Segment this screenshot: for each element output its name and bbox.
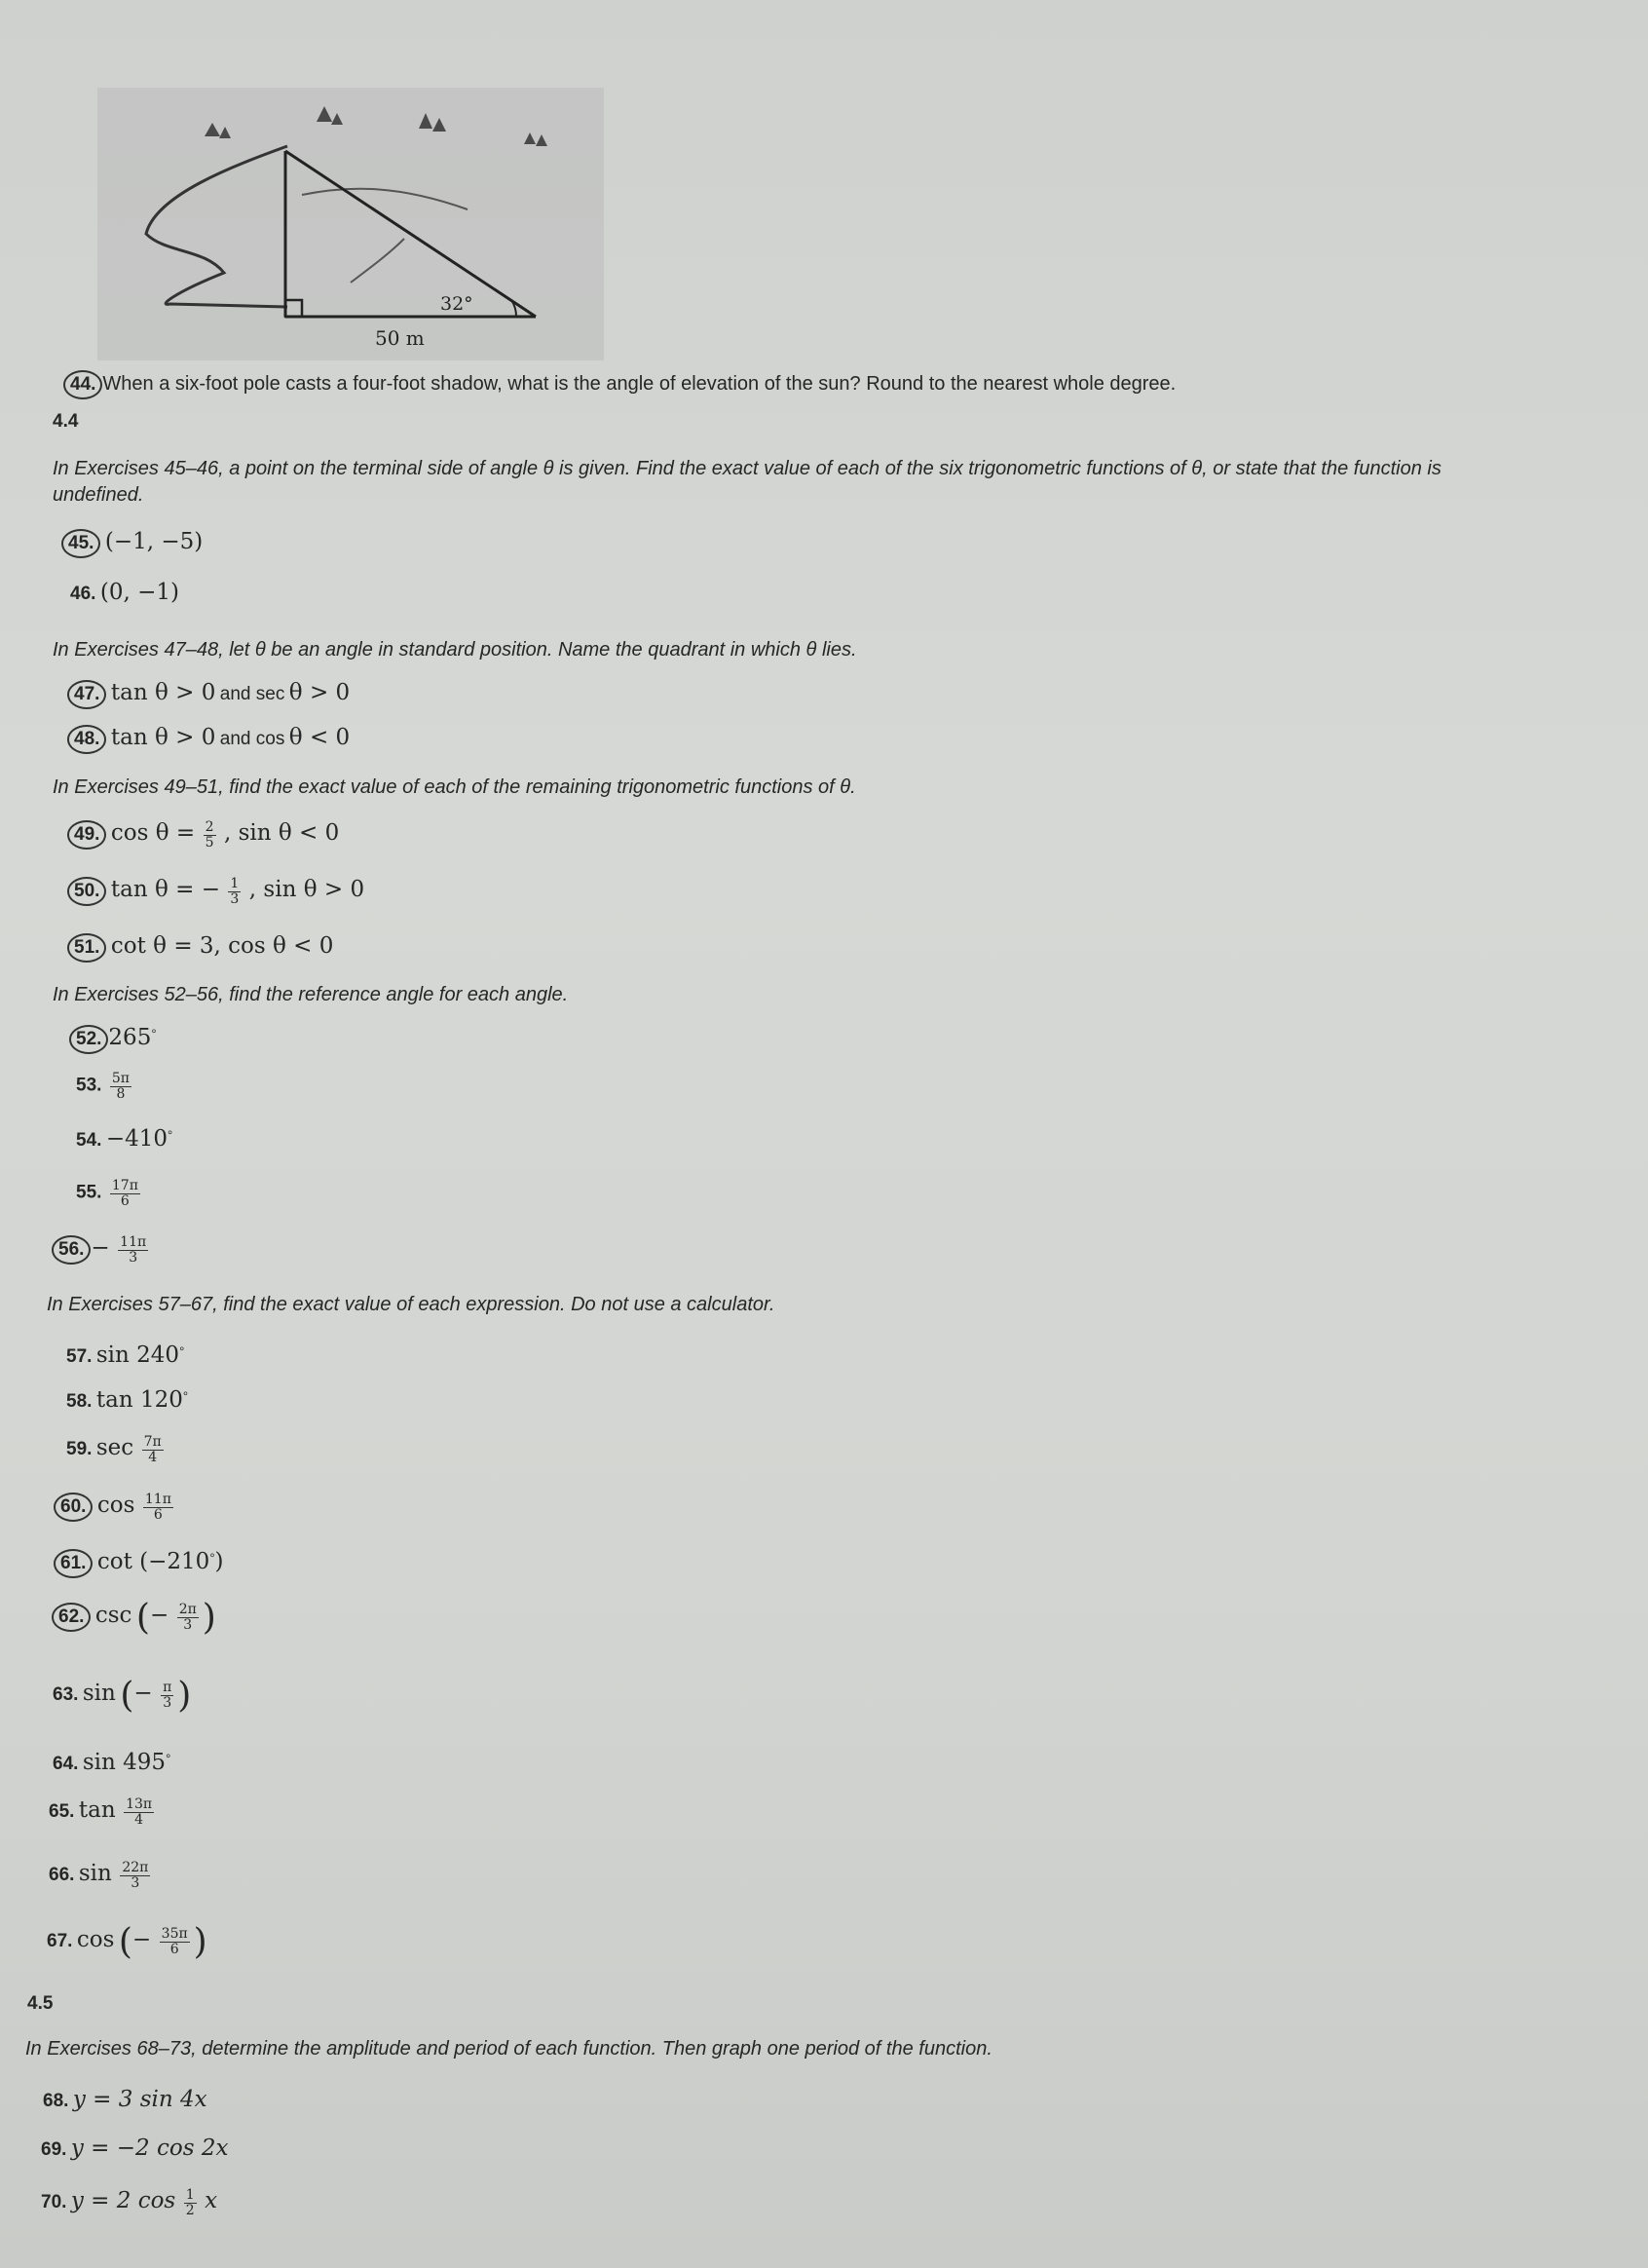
exercise-63: 63. sin (− $\frac{\pi}{3}$ ) (53, 1675, 192, 1716)
exercise-62: 62. csc (− $\frac{2\pi}{3}$ ) (60, 1603, 216, 1633)
exercise-67-fraction: $\frac{35\pi}{6}$ (161, 1926, 188, 1958)
exercise-56-fraction: $\frac{11\pi}{3}$ (120, 1234, 147, 1266)
exercise-52-a: 265 (108, 1025, 152, 1050)
exercise-46-number: 46. (70, 584, 96, 604)
exercise-51-a: cot θ = 3, cos θ < 0 (110, 933, 334, 959)
exercise-67-number: 67. (47, 1931, 73, 1951)
exercise-60: 60. cos $\frac{11\pi}{6}$ (62, 1493, 177, 1523)
exercise-61-number: 61. (54, 1549, 93, 1578)
exercise-56-number: 56. (52, 1235, 91, 1265)
exercise-68: 68. y = 3 sin 4x (43, 2087, 207, 2112)
exercise-47-number: 47. (67, 680, 106, 709)
exercise-47-b: θ > 0 (288, 680, 351, 705)
exercise-48-and: and cos (219, 729, 285, 749)
exercise-68-number: 68. (43, 2091, 69, 2111)
instructions-49-51: In Exercises 49–51, find the exact value of each of the remaining trigonometric functions of θ. (53, 776, 856, 798)
exercise-50-fraction: $\frac{1}{3}$ (230, 876, 240, 908)
exercise-52-number: 52. (69, 1025, 108, 1054)
exercise-62-fraction: $\frac{2\pi}{3}$ (178, 1602, 197, 1634)
exercise-60-number: 60. (54, 1493, 93, 1522)
exercise-70-fraction: $\frac{1}{2}$ (185, 2187, 195, 2219)
exercise-54-a: −410 (105, 1126, 169, 1152)
exercise-45 (70, 529, 203, 558)
exercise-47 (76, 680, 350, 709)
exercise-53-fraction: $\frac{5\pi}{8}$ (111, 1071, 130, 1102)
exercise-64-number: 64. (53, 1754, 79, 1774)
exercise-50-a: tan θ = − (110, 877, 220, 902)
exercise-47-a: tan θ > 0 (110, 680, 216, 705)
exercise-55-fraction: $\frac{17\pi}{6}$ (111, 1178, 138, 1209)
exercise-52: 52. 265° (78, 1025, 157, 1054)
exercise-65-fraction: $\frac{13\pi}{4}$ (126, 1796, 153, 1829)
exercise-58-number: 58. (66, 1391, 93, 1412)
exercise-69: 69. y = −2 cos 2x (41, 2136, 229, 2161)
exercise-54-number: 54. (76, 1130, 102, 1151)
exercise-55 (76, 1179, 144, 1209)
base-label: 50 m (375, 326, 425, 350)
exercise-56: 56. − $\frac{11\pi}{3}$ (60, 1235, 152, 1266)
exercise-63-number: 63. (53, 1684, 79, 1705)
exercise-54: 54. −410° (76, 1126, 173, 1152)
exercise-70: 70. y = 2 cos $\frac{1}{2}$ x (41, 2187, 218, 2219)
exercise-50-b: , sin θ > 0 (248, 877, 365, 902)
exercise-45-number: 45. (61, 529, 100, 558)
instructions-45-46: In Exercises 45–46, a point on the terminal side of angle θ is given. Find the exact value of each of the six trigonometric functions of θ, or state that the function is (53, 458, 1442, 479)
exercise-48-a: tan θ > 0 (110, 725, 216, 750)
exercise-49 (76, 820, 339, 850)
exercise-49-a: cos θ = (110, 820, 196, 846)
instructions-52-56: In Exercises 52–56, find the reference angle for each angle. (53, 984, 569, 1005)
exercise-44-text: When a six-foot pole casts a four-foot shadow, what is the angle of elevation of the sun? Round to the nearest whole degree. (102, 373, 1177, 395)
exercise-48 (76, 725, 350, 754)
exercise-69-number: 69. (41, 2139, 67, 2160)
exercise-53 (76, 1072, 135, 1102)
exercise-61: 61. cot (−210°) (62, 1549, 224, 1578)
exercise-66: 66. sin $\frac{22\pi}{3}$ (49, 1860, 149, 1892)
instructions-57-67: In Exercises 57–67, find the exact value of each expression. Do not use a calculator. (47, 1294, 775, 1315)
exercise-46 (70, 580, 179, 605)
instructions-47-48: In Exercises 47–48, let θ be an angle in standard position. Name the quadrant in which θ lies. (53, 639, 857, 661)
instructions-68-73: In Exercises 68–73, determine the amplitude and period of each function. Then graph one period of the function. (25, 2038, 993, 2060)
exercise-62-number: 62. (52, 1603, 91, 1632)
exercise-49-b: , sin θ < 0 (223, 820, 340, 846)
exercise-67: 67. cos (− $\frac{35\pi}{6}$ ) (47, 1921, 207, 1962)
exercise-51 (76, 933, 333, 963)
exercise-47-and: and sec (219, 684, 285, 704)
exercise-55-number: 55. (76, 1182, 102, 1203)
triangle-figure (58, 39, 643, 360)
section-heading-4-5: 4.5 (27, 1993, 54, 2014)
exercise-65: 65. tan $\frac{13\pi}{4}$ (49, 1796, 153, 1829)
exercise-57-number: 57. (66, 1346, 93, 1367)
exercise-65-number: 65. (49, 1801, 75, 1822)
exercise-63-fraction: $\frac{\pi}{3}$ (163, 1680, 172, 1712)
exercise-51-number: 51. (67, 933, 106, 963)
exercise-53-number: 53. (76, 1075, 102, 1096)
exercise-59: 59. sec $\frac{7\pi}{4}$ (66, 1434, 162, 1466)
exercise-66-number: 66. (49, 1865, 75, 1885)
exercise-60-fraction: $\frac{11\pi}{6}$ (144, 1492, 171, 1524)
exercise-59-fraction: $\frac{7\pi}{4}$ (143, 1434, 162, 1466)
angle-label: 32° (440, 293, 473, 315)
instructions-45-46-cont: undefined. (53, 484, 144, 506)
exercise-64: 64. sin 495° (53, 1750, 171, 1775)
exercise-70-number: 70. (41, 2192, 67, 2212)
exercise-50-number: 50. (67, 877, 106, 906)
section-heading-4-4: 4.4 (53, 411, 79, 432)
exercise-49-number: 49. (67, 820, 106, 850)
exercise-48-number: 48. (67, 725, 106, 754)
exercise-58: 58. tan 120° (66, 1387, 189, 1413)
exercise-46-expr: (0, −1) (99, 580, 179, 605)
exercise-49-fraction: $\frac{2}{5}$ (205, 819, 214, 851)
exercise-44 (72, 370, 1176, 399)
exercise-57: 57. sin 240° (66, 1342, 185, 1368)
exercise-45-expr: (−1, −5) (104, 529, 204, 554)
figure-background (97, 88, 604, 360)
exercise-48-b: θ < 0 (288, 725, 351, 750)
exercise-59-number: 59. (66, 1439, 93, 1459)
exercise-50 (76, 877, 364, 907)
exercise-44-number: 44. (63, 370, 102, 399)
exercise-66-fraction: $\frac{22\pi}{3}$ (122, 1860, 149, 1892)
